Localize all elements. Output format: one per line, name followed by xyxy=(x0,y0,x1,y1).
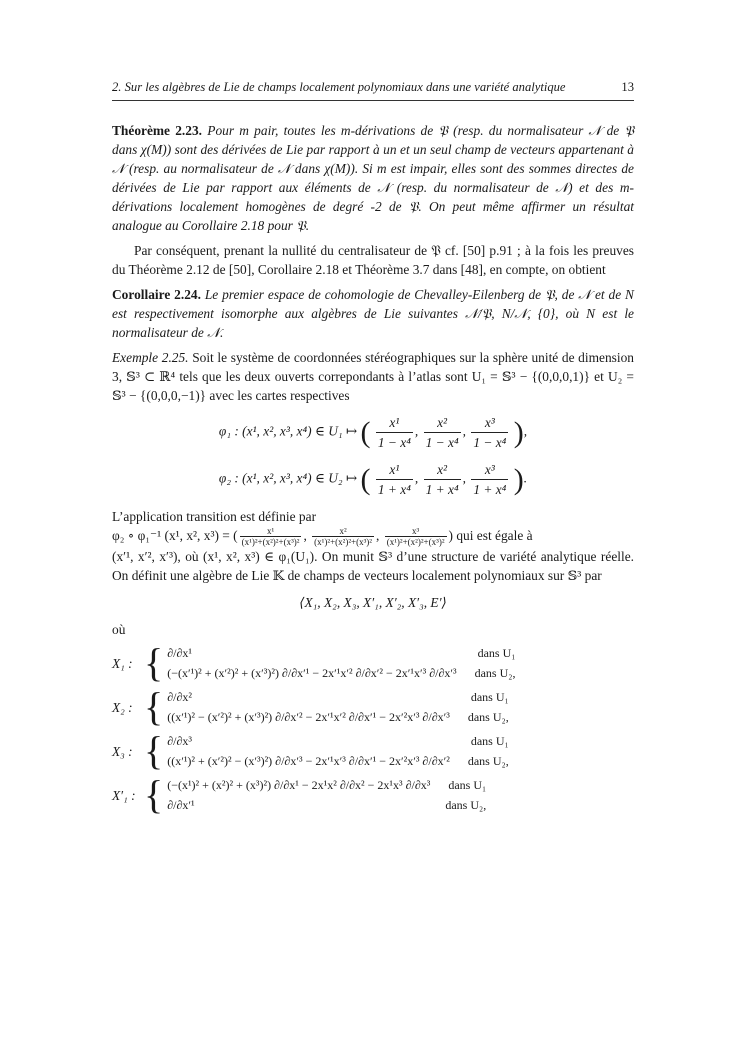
transition-frac-2: $\frac{\text{x²}}{\text{(x¹)²+(x²)²+(x³)²}}$ xyxy=(314,526,372,548)
field-domain: dans U₁ xyxy=(470,690,509,705)
generators: ⟨X₁, X₂, X₃, X′₁, X′₂, X′₃, E′⟩ xyxy=(299,595,447,611)
field-domain: dans U₂, xyxy=(467,710,509,725)
brace: { xyxy=(144,640,164,686)
phi2-lhs: φ₂ : (x¹, x², x³, x⁴) ∈ U₂ ↦ xyxy=(218,470,358,486)
field-expr: ∂/∂x² xyxy=(167,690,192,705)
phi2-frac-2: $\frac{\text{x²}}{\text{1 + x⁴}}$ xyxy=(425,462,459,497)
phi1-frac-3: $\frac{\text{x³}}{\text{1 − x⁴}}$ xyxy=(473,415,507,450)
field-rows xyxy=(167,731,509,771)
corollary-2-24 xyxy=(112,285,634,342)
example-text: Soit le système de coordonnées stéréographiques sur la sphère unité de dimension 3, 𝕊³ ⊂ ℝ⁴ tels que les deux ouverts correpondants à l’atlas sont U₁ = 𝕊³ − {(0,0,0,1)} et U₂ = 𝕊³ − {(0,0,0,−1)} avec les cartes respectives xyxy=(112,350,634,403)
field-domain: dans U₂, xyxy=(445,798,487,813)
transition-line2: (x′¹, x′², x′³), où (x¹, x², x³) ∈ φ₁(U₁). On munit 𝕊³ d’une structure de variété analytique réelle. On définit une algèbre de Lie 𝕂 de champs de vecteurs localement polynomiaux sur 𝕊³ par xyxy=(112,549,634,584)
brace: { xyxy=(144,728,164,774)
corollary-text: Le premier espace de cohomologie de Chevalley-Eilenberg de 𝔓, de 𝒩 et de N est respectivement isomorphe aux algèbres de Lie suivantes 𝒩/𝔓, N/𝒩, {0}, où N est le normalisateur de 𝒩. xyxy=(112,287,634,340)
field-expr: ∂/∂x′¹ xyxy=(167,798,195,813)
field-rows xyxy=(167,775,486,815)
field-expr: ((x′¹)² + (x′²)² − (x′³)²) ∂/∂x′³ − 2x′¹x′³ ∂/∂x′¹ − 2x′²x′³ ∂/∂x′² xyxy=(167,754,450,769)
transition-frac-1: $\frac{\text{x¹}}{\text{(x¹)²+(x²)²+(x³)²}}$ xyxy=(241,526,300,548)
example-2-25 xyxy=(112,348,634,405)
paren-left: ( xyxy=(360,463,371,496)
theorem-2-23 xyxy=(112,121,634,235)
field-x1 xyxy=(112,640,634,686)
field-rows xyxy=(167,643,515,683)
field-x3 xyxy=(112,728,634,774)
transition-lhs: φ₂ ∘ φ₁⁻¹ (x¹, x², x³) = xyxy=(112,528,230,543)
field-domain: dans U₁ xyxy=(470,734,509,749)
field-expr: ∂/∂x¹ xyxy=(167,646,192,661)
chart-map-phi2: φ₂ : (x¹, x², x³, x⁴) ∈ U₂ ↦ ( $\frac{\text{x¹}}{\text{1 + x⁴}}$ , $\frac{\text{x²}}{\text{1 + x⁴}}$ , $\frac{\text{x³}}{\text{1 + x⁴}}$ ). xyxy=(218,462,528,497)
field-domain: dans U₂, xyxy=(467,754,509,769)
paren-right: ) xyxy=(513,463,524,496)
field-expr: ((x′¹)² − (x′²)² + (x′³)²) ∂/∂x′² − 2x′¹x′² ∂/∂x′¹ − 2x′²x′³ ∂/∂x′³ xyxy=(167,710,450,725)
phi2-frac-1: $\frac{\text{x¹}}{\text{1 + x⁴}}$ xyxy=(377,462,411,497)
phi1-frac-2: $\frac{\text{x²}}{\text{1 − x⁴}}$ xyxy=(425,415,459,450)
field-x2 xyxy=(112,684,634,730)
field-domain: dans U₁ xyxy=(448,778,487,793)
field-domain: dans U₁ xyxy=(477,646,516,661)
field-rows xyxy=(167,687,509,727)
running-head xyxy=(112,78,634,101)
phi1-lhs: φ₁ : (x¹, x², x³, x⁴) ∈ U₁ ↦ xyxy=(218,423,358,439)
transition-suffix: qui est égale à xyxy=(456,528,533,543)
transition-formula: φ₂ ∘ φ₁⁻¹ (x¹, x², x³) = ( $\frac{\text{x¹}}{\text{(x¹)²+(x²)²+(x³)²}}$ , $\frac{\text{x²}}{\text{(x¹)²+(x²)²+(x³)²}}$ , $\frac{\text{x³}}{\text{(x¹)²+(x²)²+(x³)²}}$ ) qui est égale à xyxy=(112,526,533,548)
field-expr: (−(x′¹)² + (x′²)² + (x′³)²) ∂/∂x′¹ − 2x′¹x′² ∂/∂x′² − 2x′¹x′³ ∂/∂x′³ xyxy=(167,666,457,681)
paragraph: Par conséquent, prenant la nullité du centralisateur de 𝔓 cf. [50] p.91 ; à la fois les preuves du Théorème 2.12 de [50], Corollaire 2.18 et Théorème 3.7 dans [48], en compte, on obtient xyxy=(112,243,634,277)
field-lhs: X₃ : xyxy=(112,743,133,759)
phi1-frac-1: $\frac{\text{x¹}}{\text{1 − x⁴}}$ xyxy=(377,415,411,450)
field-expr: ∂/∂x³ xyxy=(167,734,192,749)
chart-map-phi1: φ₁ : (x¹, x², x³, x⁴) ∈ U₁ ↦ ( $\frac{\text{x¹}}{\text{1 − x⁴}}$ , $\frac{\text{x²}}{\text{1 − x⁴}}$ , $\frac{\text{x³}}{\text{1 − x⁴}}$ ), xyxy=(218,415,528,450)
paren-left: ( xyxy=(360,416,371,449)
brace: { xyxy=(144,684,164,730)
where-word: où xyxy=(112,622,126,638)
field-domain: dans U₂, xyxy=(474,666,516,681)
phi2-frac-3: $\frac{\text{x³}}{\text{1 + x⁴}}$ xyxy=(473,462,507,497)
page xyxy=(112,78,634,818)
example-label: Exemple 2.25. xyxy=(112,350,189,365)
field-lhs: X′₁ : xyxy=(112,787,136,803)
theorem-label: Théorème 2.23. xyxy=(112,123,203,138)
brace: { xyxy=(144,772,164,818)
field-lhs: X₂ : xyxy=(112,699,133,715)
page-number: 13 xyxy=(621,80,634,94)
corollary-label: Corollaire 2.24. xyxy=(112,287,201,302)
transition-frac-3: $\frac{\text{x³}}{\text{(x¹)²+(x²)²+(x³)²}}$ xyxy=(386,526,445,548)
transition-intro: L’application transition est définie par xyxy=(112,509,317,524)
theorem-text: Pour m pair, toutes les m-dérivations de 𝔓 (resp. du normalisateur 𝒩 de 𝔓 dans χ(M)) sont des dérivées de Lie par rapport à un et un seul champ de vecteurs appartenant à 𝒩 (resp. au normalisateur de 𝒩 dans χ(M)). Si m est impair, elles sont des sommes directes de dérivées de Lie par rapport aux éléments de 𝒩 (resp. du normalisateur de 𝒩) et des m-dérivations localement homogènes de degré -2 de 𝔓. On peut même affirmer un résultat analogue au Corollaire 2.18 pour 𝔓. xyxy=(112,123,634,233)
running-title: 2. Sur les algèbres de Lie de champs localement polynomiaux dans une variété analytique xyxy=(112,80,566,94)
field-x1-prime xyxy=(112,772,634,818)
field-expr: (−(x¹)² + (x²)² + (x³)²) ∂/∂x¹ − 2x¹x² ∂/∂x² − 2x¹x³ ∂/∂x³ xyxy=(167,778,431,793)
field-lhs: X₁ : xyxy=(112,655,133,671)
paren-right: ) xyxy=(513,416,524,449)
